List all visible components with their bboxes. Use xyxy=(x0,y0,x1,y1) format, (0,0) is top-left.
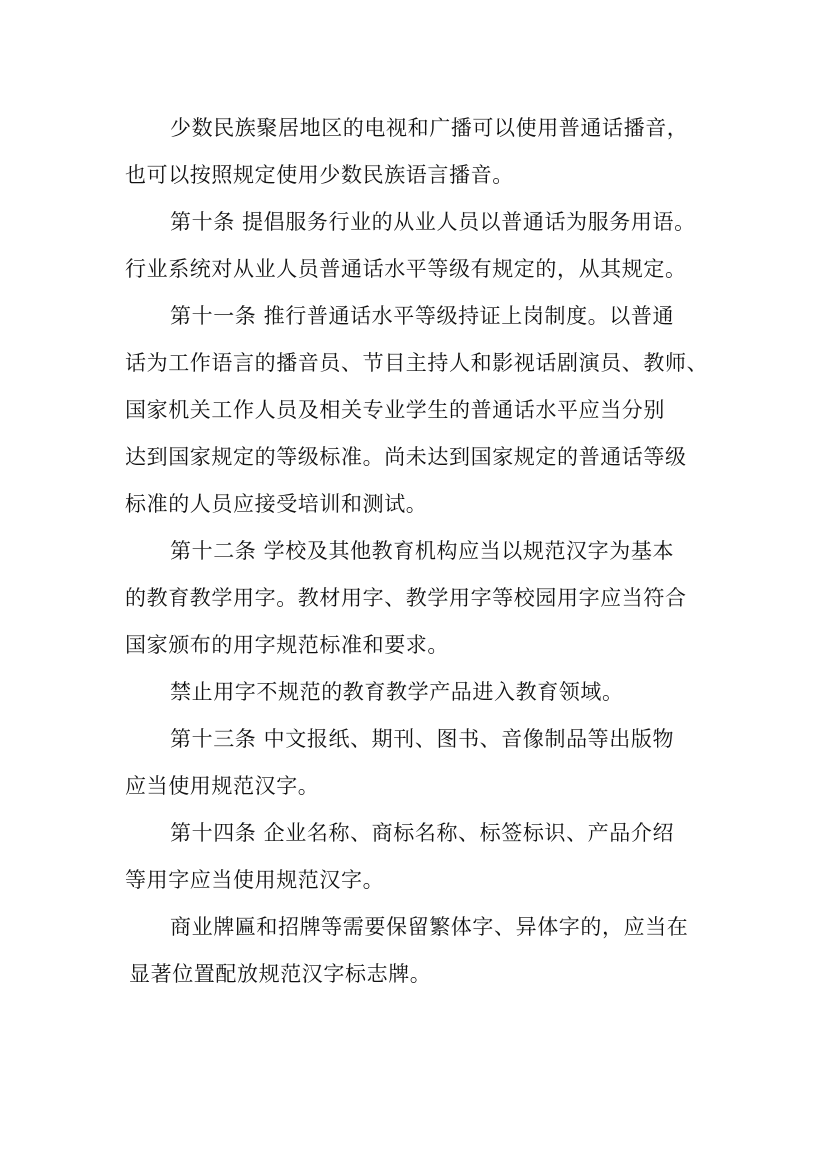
text-line: 禁止用字不规范的教育教学产品进入教育领域。 xyxy=(170,680,624,704)
text-line: 话为工作语言的播音员、节目主持人和影视话剧演员、教师、 xyxy=(125,351,709,375)
text-line: 也可以按照规定使用少数民族语言播音。 xyxy=(125,163,514,187)
text-line: 标准的人员应接受培训和测试。 xyxy=(125,492,428,516)
text-line: 等用字应当使用规范汉字。 xyxy=(125,868,385,892)
article-14-line: 第十四条 企业名称、商标名称、标签标识、产品介绍 xyxy=(170,821,675,845)
text-line: 少数民族聚居地区的电视和广播可以使用普通话播音， xyxy=(170,116,689,140)
article-10-line: 第十条 提倡服务行业的从业人员以普通话为服务用语。 xyxy=(170,210,696,234)
text-line: 应当使用规范汉字。 xyxy=(125,774,320,798)
text-line: 国家颁布的用字规范标准和要求。 xyxy=(125,633,449,657)
text-line: 显著位置配放规范汉字标志牌。 xyxy=(129,962,432,986)
text-line: 国家机关工作人员及相关专业学生的普通话水平应当分别 xyxy=(125,398,665,422)
article-11-line: 第十一条 推行普通话水平等级持证上岗制度。以普通 xyxy=(170,304,675,328)
text-line: 的教育教学用字。教材用字、教学用字等校园用字应当符合 xyxy=(125,586,687,610)
article-12-line: 第十二条 学校及其他教育机构应当以规范汉字为基本 xyxy=(170,539,675,563)
text-line: 行业系统对从业人员普通话水平等级有规定的，从其规定。 xyxy=(125,257,687,281)
text-line: 商业牌匾和招牌等需要保留繁体字、异体字的，应当在 xyxy=(170,915,689,939)
article-13-line: 第十三条 中文报纸、期刊、图书、音像制品等出版物 xyxy=(170,727,675,751)
text-line: 达到国家规定的等级标准。尚未达到国家规定的普通话等级 xyxy=(125,445,687,469)
